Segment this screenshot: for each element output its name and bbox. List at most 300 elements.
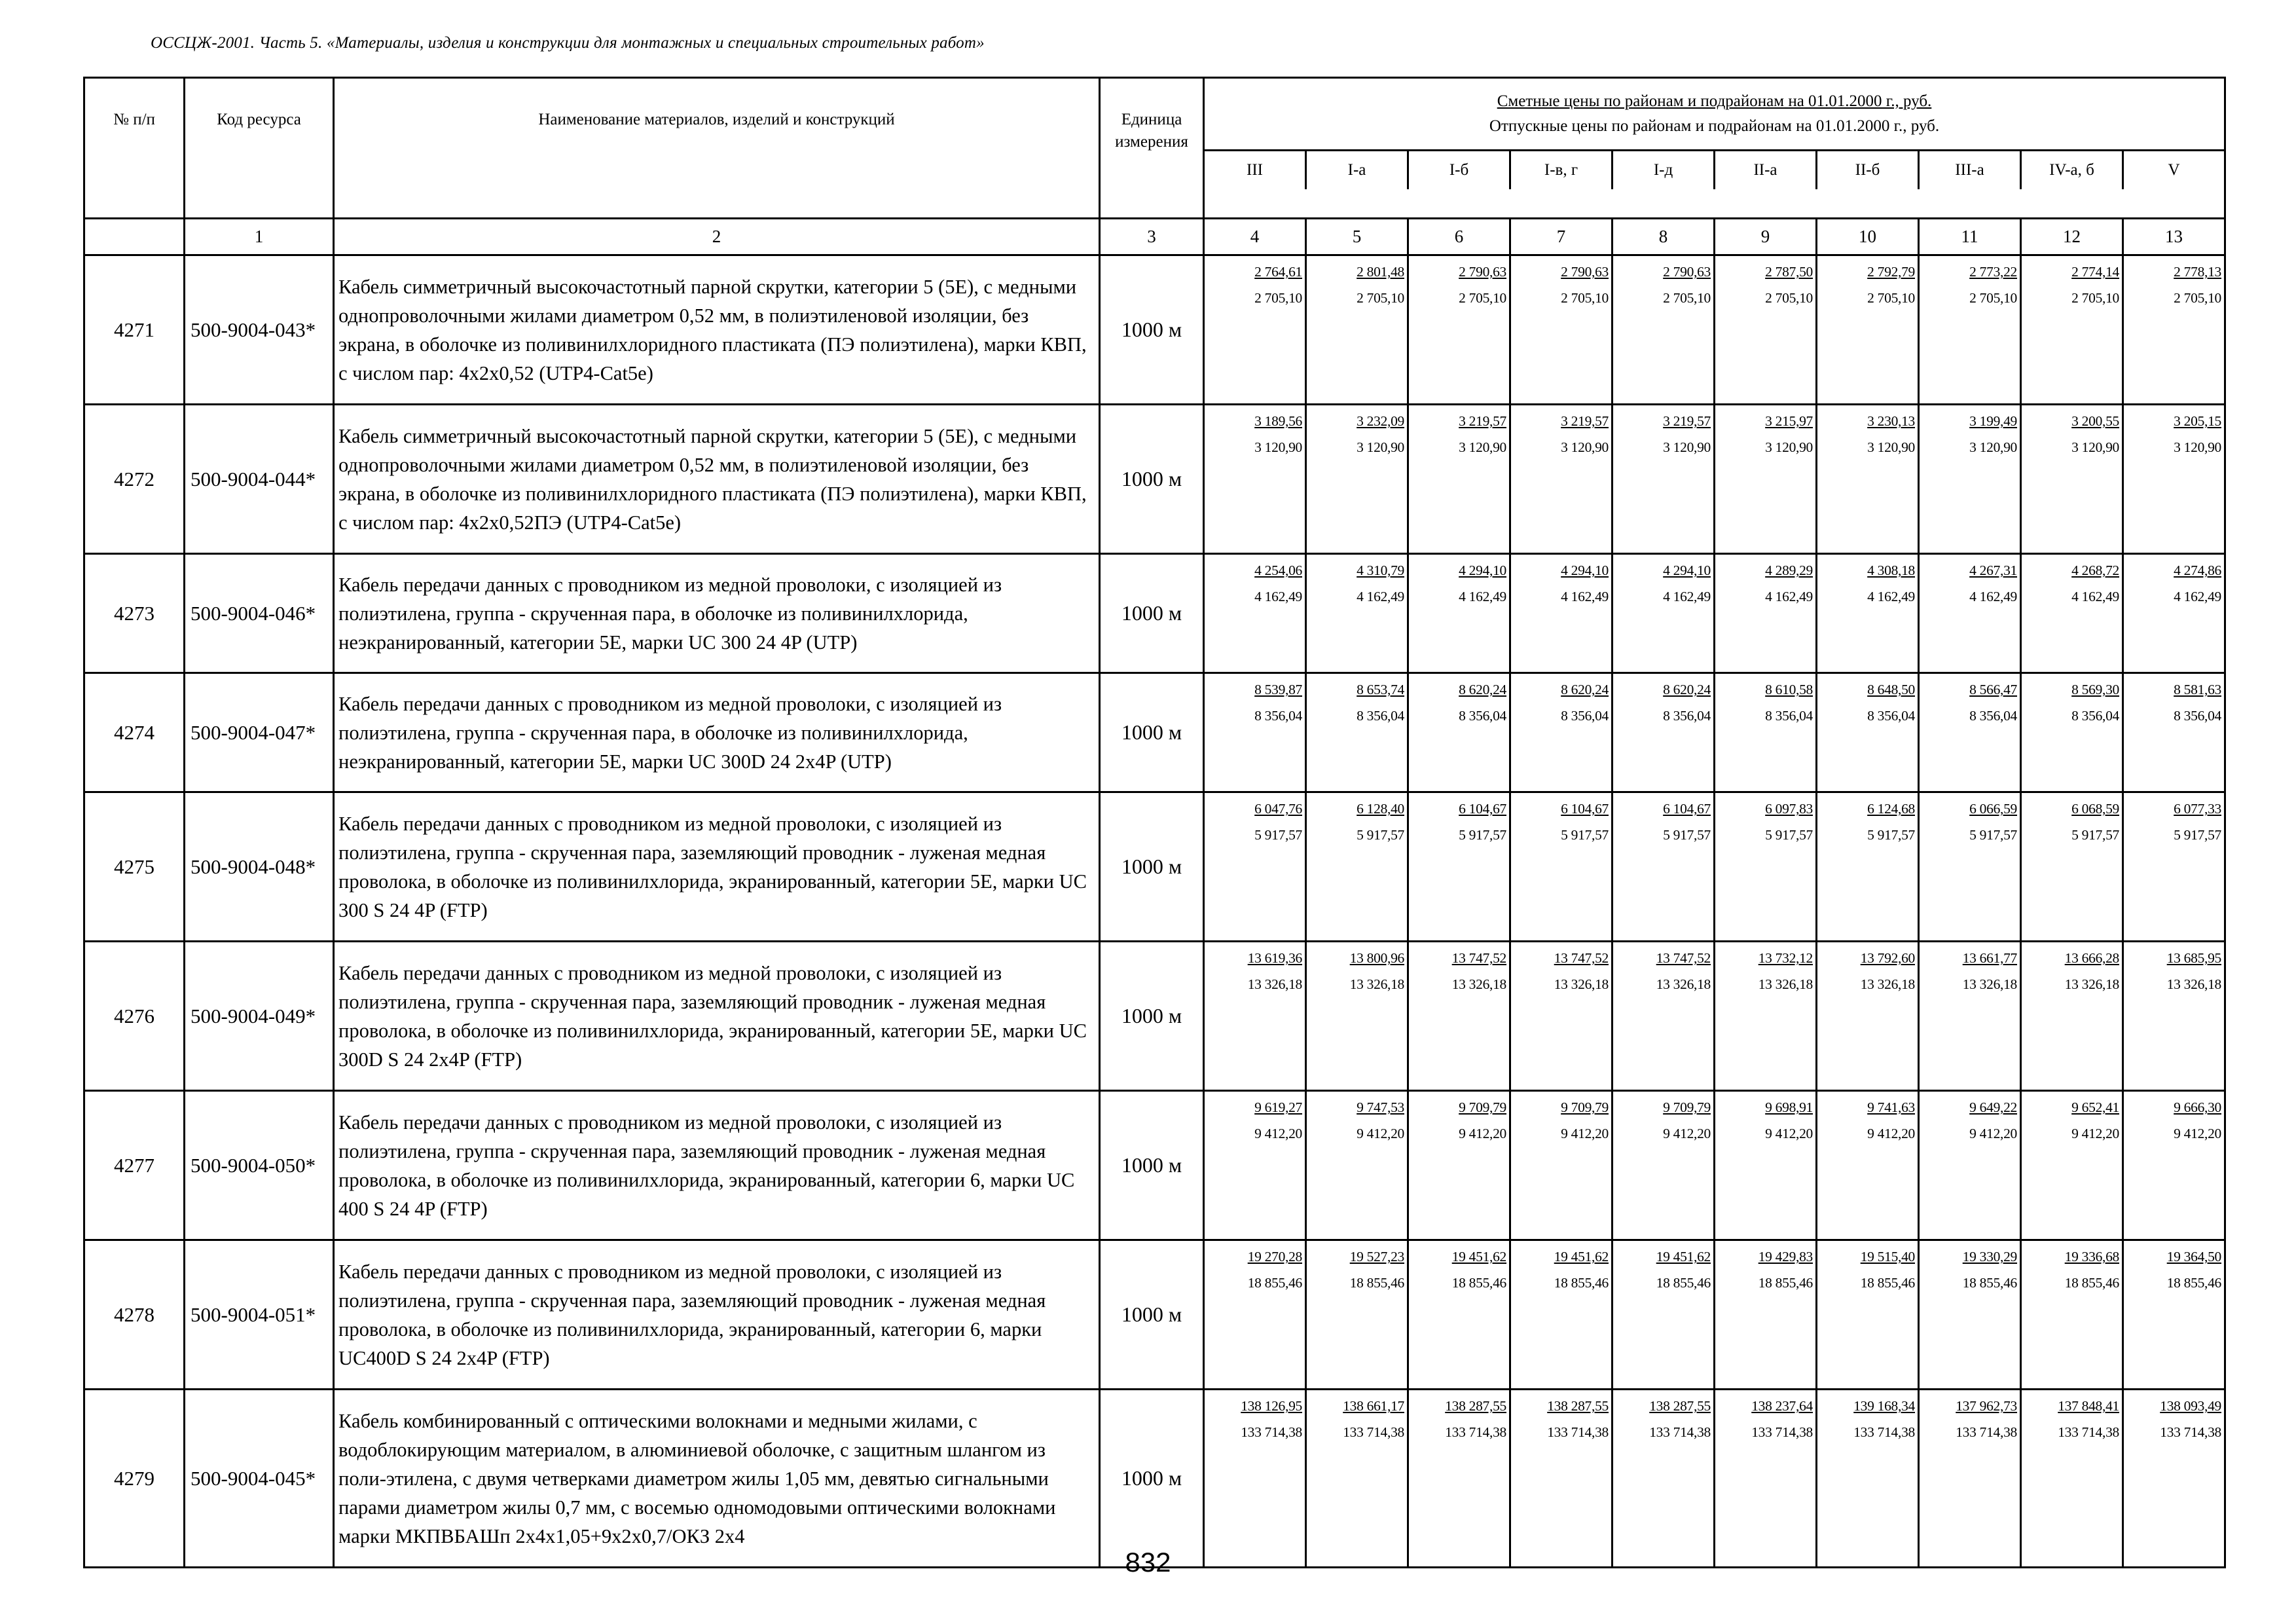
estimate-price: 2 773,22 [1969,264,2017,280]
release-price: 9 412,20 [1867,1126,1915,1141]
price-cell [2021,1390,2123,1568]
resource-code: 500-9004-045* [185,1390,334,1568]
price-cell [1510,792,1613,942]
estimate-price: 3 219,57 [1561,413,1609,429]
unit-of-measure: 1000 м [1100,942,1204,1091]
estimate-price: 8 569,30 [2071,682,2119,697]
release-price: 5 917,57 [2071,827,2119,843]
release-price: 2 705,10 [1254,290,1302,306]
price-cell [1817,1091,1919,1240]
estimate-price: 3 189,56 [1254,413,1302,429]
column-number: 11 [1919,219,2021,255]
price-cell [1919,942,2021,1091]
price-cell [2123,554,2225,673]
table-row [84,942,2225,1091]
price-cell [1408,255,1510,405]
release-price: 18 855,46 [1349,1275,1404,1291]
col-header-code: Код ресурса [185,78,334,219]
price-cell [2123,405,2225,554]
estimate-price: 4 268,72 [2071,563,2119,578]
estimate-price: 2 792,79 [1867,264,1915,280]
price-cell [2123,942,2225,1091]
release-price: 4 162,49 [1765,589,1813,604]
price-cell [1306,673,1408,792]
release-price: 5 917,57 [1357,827,1404,843]
price-cell [1919,792,2021,942]
row-number: 4271 [84,255,185,405]
material-name: Кабель комбинированный с оптическими волокнами и медными жилами, с водоблокирующим материалом, в алюминиевой оболочке, с защитным шлангом из поли-этилена, с двумя четверками диаметром жилы 1,05 мм, девятью сигнальными парами диаметром жилы 0,7 мм, с восемью одномодовыми оптическими волокнами марки МКПВБАШп 2х4х1,05+9х2х0,7/ОКЗ 2х4 [334,1390,1100,1568]
price-cell [1306,405,1408,554]
estimate-price: 19 364,50 [2166,1249,2222,1264]
material-name: Кабель симметричный высокочастотный парной скрутки, категории 5 (5Е), с медными однопроволочными жилами диаметром 0,52 мм, в полиэтиленовой изоляции, без экрана, в оболочке из поливинилхлоридного пластиката (ПЭ полиэтилена), марки КВП, с числом пар: 4х2х0,52 (UTP4-Cat5e) [334,255,1100,405]
region-header: II-а [1713,151,1815,189]
release-price: 18 855,46 [1451,1275,1506,1291]
release-price: 4 162,49 [1561,589,1609,604]
release-price: 9 412,20 [1561,1126,1609,1141]
estimate-price: 9 619,27 [1254,1099,1302,1115]
price-cell [1408,792,1510,942]
estimate-price: 138 287,55 [1445,1398,1506,1414]
release-price: 18 855,46 [1554,1275,1609,1291]
estimate-price: 13 666,28 [2064,950,2119,966]
release-price: 4 162,49 [1459,589,1506,604]
release-price: 5 917,57 [2174,827,2222,843]
table-row [84,1091,2225,1240]
material-name: Кабель передачи данных с проводником из медной проволоки, с изоляцией из полиэтилена, группа - скрученная пара, заземляющий проводник - луженая медная проволока, в оболочке из поливинилхлорида, экранированный, категории 6, марки UC 400 S 24 4P (FTP) [334,1091,1100,1240]
price-cell [1204,255,1306,405]
price-cell [1715,673,1817,792]
estimate-price: 3 200,55 [2071,413,2119,429]
estimate-price: 137 962,73 [1956,1398,2017,1414]
price-cell [1613,1091,1715,1240]
material-name: Кабель передачи данных с проводником из медной проволоки, с изоляцией из полиэтилена, группа - скрученная пара, в оболочке из поливинилхлорида, неэкранированный, категории 5Е, марки UC 300D 24 2х4P (UTP) [334,673,1100,792]
estimate-price: 3 219,57 [1663,413,1711,429]
estimate-price: 19 451,62 [1451,1249,1506,1264]
estimate-price: 8 653,74 [1357,682,1404,697]
price-cell [1204,1240,1306,1390]
release-price: 18 855,46 [2064,1275,2119,1291]
release-price: 133 714,38 [1547,1424,1609,1440]
release-price: 8 356,04 [1561,708,1609,724]
release-price: 3 120,90 [1867,439,1915,455]
release-price: 4 162,49 [2174,589,2222,604]
estimate-price: 13 619,36 [1247,950,1302,966]
estimate-price: 2 778,13 [2174,264,2222,280]
release-price: 2 705,10 [2174,290,2222,306]
release-price: 3 120,90 [1765,439,1813,455]
estimate-price: 13 800,96 [1349,950,1404,966]
resource-code: 500-9004-043* [185,255,334,405]
release-price: 5 917,57 [1254,827,1302,843]
release-price: 5 917,57 [1969,827,2017,843]
price-cell [2021,792,2123,942]
release-price: 9 412,20 [1969,1126,2017,1141]
estimate-price: 19 451,62 [1656,1249,1711,1264]
release-price: 3 120,90 [2174,439,2222,455]
price-cell [2021,1240,2123,1390]
estimate-price: 9 652,41 [2071,1099,2119,1115]
estimate-price: 9 698,91 [1765,1099,1813,1115]
price-cell [1204,554,1306,673]
unit-of-measure: 1000 м [1100,1240,1204,1390]
price-cell [1715,942,1817,1091]
prices-title: Сметные цены по районам и подрайонам на 01.01.2000 г., руб. [1497,92,1932,110]
release-price: 133 714,38 [2160,1424,2222,1440]
release-price: 2 705,10 [1765,290,1813,306]
column-number: 2 [334,219,1100,255]
price-cell [2021,673,2123,792]
price-cell [1919,554,2021,673]
estimate-price: 138 126,95 [1241,1398,1302,1414]
row-number: 4276 [84,942,185,1091]
col-header-no: № п/п [84,78,185,219]
price-cell [1919,1390,2021,1568]
price-cell [1613,405,1715,554]
price-cell [1510,673,1613,792]
estimate-price: 6 124,68 [1867,801,1915,817]
resource-code: 500-9004-051* [185,1240,334,1390]
release-price: 8 356,04 [2174,708,2222,724]
estimate-price: 19 515,40 [1860,1249,1915,1264]
release-price: 4 162,49 [2071,589,2119,604]
price-cell [1919,405,2021,554]
estimate-price: 8 620,24 [1663,682,1711,697]
price-cell [2123,1390,2225,1568]
release-price: 133 714,38 [1241,1424,1302,1440]
release-price: 4 162,49 [1254,589,1302,604]
price-cell [1204,1091,1306,1240]
release-price: 13 326,18 [1451,976,1506,992]
release-price: 4 162,49 [1663,589,1711,604]
estimate-price: 8 620,24 [1459,682,1506,697]
column-number-row [84,219,2225,255]
price-cell [1408,1240,1510,1390]
price-cell [1613,1390,1715,1568]
estimate-price: 9 649,22 [1969,1099,2017,1115]
estimate-price: 19 429,83 [1758,1249,1813,1264]
price-cell [2021,554,2123,673]
price-cell [1204,792,1306,942]
price-cell [1613,255,1715,405]
price-cell [2123,673,2225,792]
release-price: 4 162,49 [1867,589,1915,604]
release-price: 3 120,90 [2071,439,2119,455]
price-cell [1817,792,1919,942]
estimate-price: 2 764,61 [1254,264,1302,280]
estimate-price: 6 068,59 [2071,801,2119,817]
release-price: 18 855,46 [1656,1275,1711,1291]
row-number: 4273 [84,554,185,673]
estimate-price: 2 787,50 [1765,264,1813,280]
price-cell [1715,1091,1817,1240]
estimate-price: 13 747,52 [1554,950,1609,966]
price-cell [1408,405,1510,554]
price-cell [1306,554,1408,673]
table-row [84,405,2225,554]
estimate-price: 9 709,79 [1561,1099,1609,1115]
estimate-price: 4 310,79 [1357,563,1404,578]
release-price: 3 120,90 [1254,439,1302,455]
price-cell [1204,942,1306,1091]
resource-code: 500-9004-044* [185,405,334,554]
price-cell [2123,1240,2225,1390]
column-number-empty [84,219,185,255]
estimate-price: 13 661,77 [1962,950,2017,966]
estimate-price: 13 747,52 [1451,950,1506,966]
estimate-price: 138 093,49 [2160,1398,2222,1414]
price-cell [2123,792,2225,942]
unit-of-measure: 1000 м [1100,405,1204,554]
row-number: 4275 [84,792,185,942]
resource-code: 500-9004-046* [185,554,334,673]
release-price: 5 917,57 [1561,827,1609,843]
document-header: ОССЦЖ-2001. Часть 5. «Материалы, изделия и конструкции для монтажных и специальных строительных работ» [151,34,985,52]
estimate-price: 8 610,58 [1765,682,1813,697]
estimate-price: 6 104,67 [1561,801,1609,817]
estimate-price: 2 790,63 [1459,264,1506,280]
release-price: 18 855,46 [1860,1275,1915,1291]
estimate-price: 13 747,52 [1656,950,1711,966]
region-header: I-а [1305,151,1407,189]
release-price: 133 714,38 [2058,1424,2119,1440]
estimate-price: 2 790,63 [1561,264,1609,280]
release-price: 2 705,10 [1561,290,1609,306]
unit-of-measure: 1000 м [1100,554,1204,673]
estimate-price: 9 741,63 [1867,1099,1915,1115]
estimate-price: 13 792,60 [1860,950,1915,966]
estimate-price: 19 527,23 [1349,1249,1404,1264]
table-row [84,1390,2225,1568]
estimate-price: 6 077,33 [2174,801,2222,817]
page-number: 832 [1125,1547,1171,1578]
price-cell [1408,1390,1510,1568]
estimate-price: 138 287,55 [1547,1398,1609,1414]
estimate-price: 8 648,50 [1867,682,1915,697]
release-price: 2 705,10 [2071,290,2119,306]
release-price: 133 714,38 [1343,1424,1404,1440]
column-number: 7 [1510,219,1613,255]
release-price: 9 412,20 [1357,1126,1404,1141]
column-number: 1 [185,219,334,255]
price-cell [1510,554,1613,673]
estimate-price: 4 294,10 [1459,563,1506,578]
price-cell [2021,1091,2123,1240]
release-price: 18 855,46 [1962,1275,2017,1291]
region-header: III-а [1918,151,2020,189]
price-cell [1715,405,1817,554]
release-price: 13 326,18 [1656,976,1711,992]
column-number: 5 [1306,219,1408,255]
release-price: 8 356,04 [1459,708,1506,724]
table-header-row [84,78,2225,219]
estimate-price: 138 661,17 [1343,1398,1404,1414]
price-cell [1510,1091,1613,1240]
estimate-price: 3 219,57 [1459,413,1506,429]
price-cell [1715,792,1817,942]
release-price: 133 714,38 [1751,1424,1813,1440]
resource-code: 500-9004-047* [185,673,334,792]
price-cell [1306,1091,1408,1240]
estimate-price: 4 289,29 [1765,563,1813,578]
release-price: 8 356,04 [1663,708,1711,724]
region-header: V [2122,151,2224,189]
price-cell [1817,405,1919,554]
price-cell [1919,673,2021,792]
release-price: 133 714,38 [1853,1424,1915,1440]
unit-of-measure: 1000 м [1100,1091,1204,1240]
material-name: Кабель передачи данных с проводником из медной проволоки, с изоляцией из полиэтилена, группа - скрученная пара, заземляющий проводник - луженая медная проволока, в оболочке из поливинилхлорида, экранированный, категории 5Е, марки UC 300D S 24 2х4P (FTP) [334,942,1100,1091]
estimate-price: 6 104,67 [1459,801,1506,817]
price-cell [2123,1091,2225,1240]
price-cell [1817,554,1919,673]
price-cell [1408,1091,1510,1240]
column-number: 12 [2021,219,2123,255]
release-price: 133 714,38 [1445,1424,1506,1440]
estimate-price: 2 774,14 [2071,264,2119,280]
price-cell [1408,942,1510,1091]
estimate-price: 19 451,62 [1554,1249,1609,1264]
price-cell [1204,405,1306,554]
resource-code: 500-9004-049* [185,942,334,1091]
price-cell [1817,673,1919,792]
estimate-price: 19 336,68 [2064,1249,2119,1264]
table-row [84,255,2225,405]
release-price: 5 917,57 [1867,827,1915,843]
release-price: 5 917,57 [1663,827,1711,843]
resource-code: 500-9004-048* [185,792,334,942]
region-header: II-б [1815,151,1918,189]
release-price: 8 356,04 [1357,708,1404,724]
estimate-price: 138 287,55 [1649,1398,1711,1414]
price-cell [1408,673,1510,792]
release-price: 3 120,90 [1663,439,1711,455]
price-cell [1510,942,1613,1091]
price-cell [1715,255,1817,405]
price-cell [2123,255,2225,405]
col-header-name: Наименование материалов, изделий и конструкций [334,78,1100,219]
price-cell [1613,673,1715,792]
price-cell [1715,554,1817,673]
estimate-price: 2 801,48 [1357,264,1404,280]
estimate-price: 8 539,87 [1254,682,1302,697]
price-cell [1306,792,1408,942]
region-header: I-д [1611,151,1713,189]
release-price: 13 326,18 [1962,976,2017,992]
estimate-price: 137 848,41 [2058,1398,2119,1414]
release-price: 3 120,90 [1969,439,2017,455]
estimate-price: 9 666,30 [2174,1099,2222,1115]
estimate-price: 4 294,10 [1561,563,1609,578]
price-cell [1817,255,1919,405]
estimate-price: 3 215,97 [1765,413,1813,429]
price-cell [1613,1240,1715,1390]
estimate-price: 6 104,67 [1663,801,1711,817]
price-cell [1306,942,1408,1091]
estimate-price: 13 732,12 [1758,950,1813,966]
release-price: 133 714,38 [1956,1424,2017,1440]
estimate-price: 19 270,28 [1247,1249,1302,1264]
estimate-price: 6 097,83 [1765,801,1813,817]
price-cell [1510,405,1613,554]
estimate-price: 3 232,09 [1357,413,1404,429]
release-price: 9 412,20 [1765,1126,1813,1141]
price-cell [1408,554,1510,673]
estimate-price: 6 066,59 [1969,801,2017,817]
row-number: 4274 [84,673,185,792]
release-price: 13 326,18 [1349,976,1404,992]
table-row [84,1240,2225,1390]
release-price: 13 326,18 [1247,976,1302,992]
estimate-price: 3 230,13 [1867,413,1915,429]
release-price: 133 714,38 [1649,1424,1711,1440]
column-number: 4 [1204,219,1306,255]
estimate-price: 4 294,10 [1663,563,1711,578]
release-price: 2 705,10 [1357,290,1404,306]
estimate-price: 8 581,63 [2174,682,2222,697]
price-cell [1919,1091,2021,1240]
price-cell [1613,792,1715,942]
release-price: 18 855,46 [1758,1275,1813,1291]
estimate-price: 8 566,47 [1969,682,2017,697]
unit-of-measure: 1000 м [1100,673,1204,792]
estimate-price: 19 330,29 [1962,1249,2017,1264]
price-cell [1510,1240,1613,1390]
prices-subtitle: Отпускные цены по районам и подрайонам на 01.01.2000 г., руб. [1489,117,1940,135]
row-number: 4278 [84,1240,185,1390]
row-number: 4279 [84,1390,185,1568]
region-header-row [1205,151,2224,189]
release-price: 4 162,49 [1357,589,1404,604]
estimate-price: 6 047,76 [1254,801,1302,817]
material-name: Кабель передачи данных с проводником из медной проволоки, с изоляцией из полиэтилена, группа - скрученная пара, в оболочке из поливинилхлорида, неэкранированный, категории 5Е, марки UC 300 24 4P (UTP) [334,554,1100,673]
release-price: 18 855,46 [1247,1275,1302,1291]
price-cell [1715,1240,1817,1390]
release-price: 2 705,10 [1459,290,1506,306]
release-price: 9 412,20 [2174,1126,2222,1141]
release-price: 3 120,90 [1459,439,1506,455]
estimate-price: 9 709,79 [1663,1099,1711,1115]
price-table [83,77,2226,1568]
estimate-price: 13 685,95 [2166,950,2222,966]
column-number: 10 [1817,219,1919,255]
col-header-prices [1204,78,2225,219]
table-row [84,673,2225,792]
release-price: 2 705,10 [1663,290,1711,306]
price-cell [1613,554,1715,673]
price-cell [2021,255,2123,405]
material-name: Кабель передачи данных с проводником из медной проволоки, с изоляцией из полиэтилена, группа - скрученная пара, заземляющий проводник - луженая медная проволока, в оболочке из поливинилхлорида, экранированный, категории 5Е, марки UC 300 S 24 4P (FTP) [334,792,1100,942]
release-price: 9 412,20 [1663,1126,1711,1141]
unit-of-measure: 1000 м [1100,1390,1204,1568]
estimate-price: 139 168,34 [1853,1398,1915,1414]
column-number: 9 [1715,219,1817,255]
price-cell [1715,1390,1817,1568]
release-price: 8 356,04 [1969,708,2017,724]
price-cell [1510,1390,1613,1568]
price-cell [1817,1390,1919,1568]
resource-code: 500-9004-050* [185,1091,334,1240]
estimate-price: 6 128,40 [1357,801,1404,817]
material-name: Кабель передачи данных с проводником из медной проволоки, с изоляцией из полиэтилена, группа - скрученная пара, заземляющий проводник - луженая медная проволока, в оболочке из поливинилхлорида, экранированный, категории 6, марки UC400D S 24 2х4P (FTP) [334,1240,1100,1390]
estimate-price: 9 709,79 [1459,1099,1506,1115]
col-header-unit: Единица измерения [1100,78,1204,219]
estimate-price: 4 267,31 [1969,563,2017,578]
release-price: 13 326,18 [2166,976,2222,992]
estimate-price: 8 620,24 [1561,682,1609,697]
release-price: 13 326,18 [1554,976,1609,992]
price-cell [1817,1240,1919,1390]
release-price: 4 162,49 [1969,589,2017,604]
